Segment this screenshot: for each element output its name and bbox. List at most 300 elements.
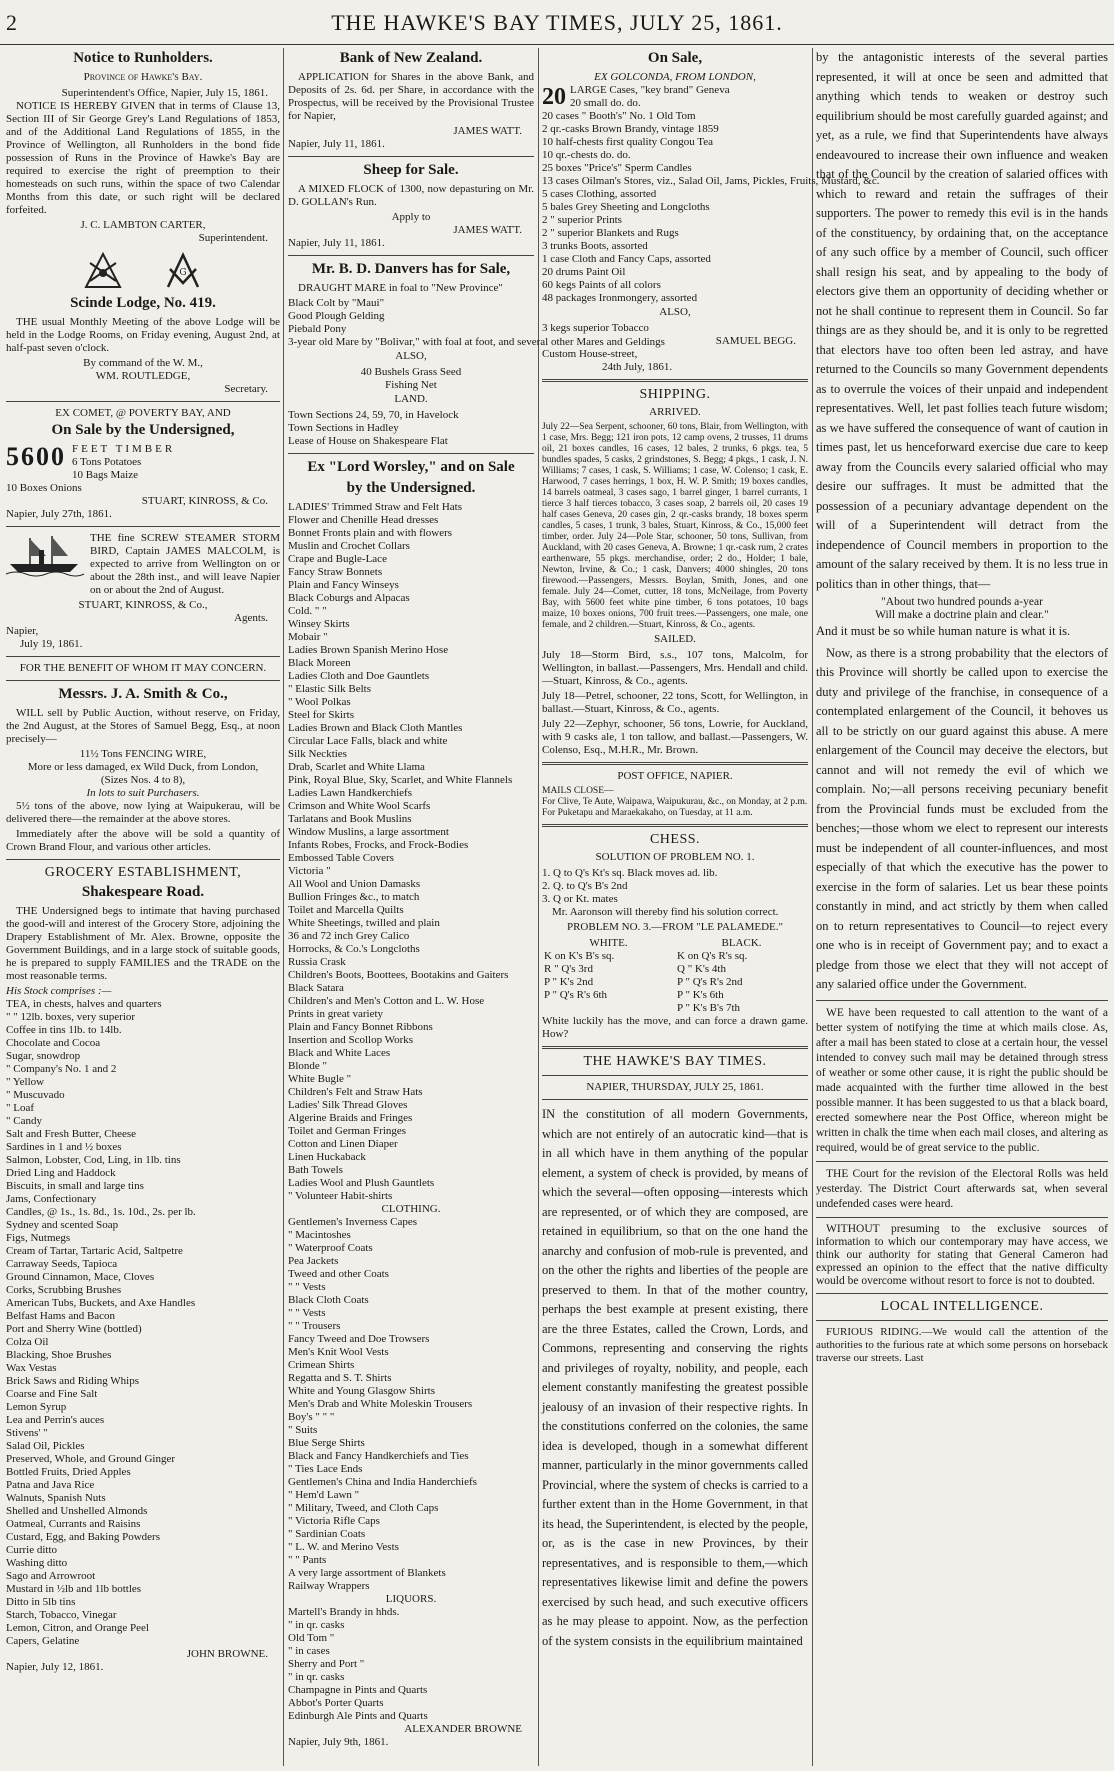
column-divider	[538, 48, 539, 1766]
onsale-item: 2 qr.-casks Brown Brandy, vintage 1859	[542, 123, 719, 135]
editorial-quote: Will make a doctrine plain and clear."	[875, 609, 1049, 621]
clothing-item: Boy's " " "	[288, 1411, 335, 1423]
grocery-item: Washing ditto	[6, 1557, 68, 1569]
grocery-item: Oatmeal, Currants and Raisins	[6, 1518, 141, 1530]
black-piece: P " K's 6th	[677, 989, 724, 1001]
worsley-item: Toilet and German Fringes	[288, 1125, 407, 1137]
grocery-item: " Company's No. 1 and 2	[6, 1063, 117, 1075]
grocery-item: Brick Saws and Riding Whips	[6, 1375, 140, 1387]
masonic-emblems	[6, 251, 280, 293]
runholders-dateline: Superintendent's Office, Napier, July 15, 1861.	[61, 87, 268, 99]
smith-body: WILL sell by Public Auction, without reserve, on Friday, the 2nd August, at the Stores of Samuel Begg, Esq., at noon precisely—	[6, 707, 280, 745]
worsley-signer: ALEXANDER BROWNE	[404, 1723, 522, 1735]
grocery-date: Napier, July 12, 1861.	[6, 1661, 104, 1673]
clothing-item: Railway Wrappers	[288, 1580, 370, 1592]
grocery-item: Lemon, Citron, and Orange Peel	[6, 1622, 149, 1634]
chess-heading: CHESS.	[649, 832, 701, 847]
danvers-land: LAND.	[394, 393, 428, 405]
worsley-item: Toilet and Marcella Quilts	[288, 904, 404, 916]
grocery-item: Custard, Egg, and Baking Powders	[6, 1531, 160, 1543]
smith-line: In lots to suit Purchasers.	[86, 787, 200, 799]
worsley-item: Drab, Scarlet and White Llama	[288, 761, 425, 773]
onsale-item: 5 cases Clothing, assorted	[542, 188, 657, 200]
worsley-item: " Volunteer Habit-shirts	[288, 1190, 393, 1202]
sheep-heading: Sheep for Sale.	[363, 162, 459, 178]
lodge-heading: Scinde Lodge, No. 419.	[70, 295, 216, 311]
clothing-item: " Military, Tweed, and Cloth Caps	[288, 1502, 439, 1514]
worsley-item: Crimson and White Wool Scarfs	[288, 800, 431, 812]
grocery-item: " Candy	[6, 1115, 42, 1127]
clothing-item: Black and Fancy Handkerchiefs and Ties	[288, 1450, 469, 1462]
divider	[816, 1217, 1108, 1218]
clothing-item: " Ties Lace Ends	[288, 1463, 363, 1475]
lodge-signer-title: Secretary.	[224, 383, 268, 395]
liquor-item: Old Tom "	[288, 1632, 335, 1644]
clothing-item: Gentlemen's Inverness Capes	[288, 1216, 418, 1228]
worsley-item: Black Satara	[288, 982, 344, 994]
onsale-place: Custom House-street,	[542, 348, 638, 360]
worsley-item: Black Moreen	[288, 657, 351, 669]
divider	[542, 824, 808, 827]
worsley-item: Bath Towels	[288, 1164, 343, 1176]
worsley-item: Plain and Fancy Winseys	[288, 579, 399, 591]
onsale-item: 48 packages Ironmongery, assorted	[542, 292, 698, 304]
onsale-item: 20 drums Paint Oil	[542, 266, 626, 278]
danvers-land-item: Lease of House on Shakespeare Flat	[288, 435, 448, 447]
grocery-item: Coarse and Fine Salt	[6, 1388, 98, 1400]
clothing-item: " Sardinian Coats	[288, 1528, 366, 1540]
grocery-item: Sago and Arrowroot	[6, 1570, 96, 1582]
grocery-item: Sydney and scented Soap	[6, 1219, 119, 1231]
danvers-land-item: Town Sections in Hadley	[288, 422, 399, 434]
post-line: For Clive, Te Aute, Waipawa, Waipukurau, &c., on Monday, at 2 p.m.	[542, 797, 808, 807]
clothing-item: Blue Serge Shirts	[288, 1437, 365, 1449]
runholders-heading: Notice to Runholders.	[73, 50, 213, 66]
grocery-item: Dried Ling and Haddock	[6, 1167, 116, 1179]
divider	[542, 762, 808, 765]
clothing-item: " " Pants	[288, 1554, 327, 1566]
divider	[542, 379, 808, 382]
clothing-item: " Suits	[288, 1424, 318, 1436]
clothing-item: " " Vests	[288, 1307, 326, 1319]
grocery-item: Currie ditto	[6, 1544, 58, 1556]
danvers-body: DRAUGHT MARE in foal to "New Province"	[298, 282, 503, 294]
comet-item: 10 Boxes Onions	[6, 482, 82, 494]
worsley-item: Embossed Table Covers	[288, 852, 394, 864]
sheep-body: A MIXED FLOCK of 1300, now depasturing on Mr. D. GOLLAN's Run.	[288, 183, 534, 208]
smith-line: (Sizes Nos. 4 to 8),	[100, 774, 186, 786]
grocery-item: " Loaf	[6, 1102, 35, 1114]
onsale-date: 24th July, 1861.	[602, 361, 673, 373]
grocery-heading: GROCERY ESTABLISHMENT,	[44, 865, 242, 880]
divider	[288, 255, 534, 256]
onsale-item: 60 kegs Paints of all colors	[542, 279, 661, 291]
white-piece: R " Q's 3rd	[544, 963, 593, 975]
worsley-item: Children's Felt and Straw Hats	[288, 1086, 423, 1098]
worsley-item: Russia Crask	[288, 956, 346, 968]
grocery-item: Port and Sherry Wine (bottled)	[6, 1323, 142, 1335]
clothing-item: Men's Knit Wool Vests	[288, 1346, 389, 1358]
worsley-item: White Sheetings, twilled and plain	[288, 917, 440, 929]
liquor-item: Martell's Brandy in hhds.	[288, 1606, 400, 1618]
sheep-apply: Apply to	[391, 211, 431, 223]
clothing-item: Regatta and S. T. Shirts	[288, 1372, 392, 1384]
storm-bird-body: THE fine SCREW STEAMER STORM BIRD, Captain JAMES MALCOLM, is expected to arrive from Wellington on or about the 28th inst., and will leave Napier on or about the 2nd of August.	[90, 532, 280, 596]
liquor-item: Champagne in Pints and Quarts	[288, 1684, 428, 1696]
worsley-heading: Ex "Lord Worsley," and on Sale	[307, 459, 515, 475]
white-piece: K on K's B's sq.	[544, 950, 615, 962]
danvers-also: ALSO,	[395, 350, 427, 362]
smith-body-3: Immediately after the above will be sold a quantity of Crown Brand Flour, and various other articles.	[6, 828, 280, 853]
masonic-emblem-icon	[82, 251, 124, 293]
clothing-item: Pea Jackets	[288, 1255, 339, 1267]
grocery-item: TEA, in chests, halves and quarters	[6, 998, 162, 1010]
divider	[816, 1000, 1108, 1001]
onsale-also: ALSO,	[659, 306, 691, 318]
worsley-item: Insertion and Scollop Works	[288, 1034, 414, 1046]
danvers-item: 3-year old Mare by "Bolivar," with foal at foot, and several other Mares and Geldings	[288, 336, 665, 348]
black-label: BLACK.	[721, 937, 762, 949]
onsale-item: 13 cases Oilman's Stores, viz., Salad Oil, Jams, Pickles, Fruits, Mustard, &c.	[542, 175, 880, 187]
grocery-item: Jams, Confectionary	[6, 1193, 97, 1205]
grocery-item: Belfast Hams and Bacon	[6, 1310, 116, 1322]
grocery-item: Starch, Tobacco, Vinegar	[6, 1609, 117, 1621]
worsley-item: Crape and Bugle-Lace	[288, 553, 387, 565]
sheep-date: Napier, July 11, 1861.	[288, 237, 385, 249]
onsale-item: 1 case Cloth and Fancy Caps, assorted	[542, 253, 711, 265]
onsale-number: 20	[542, 84, 566, 110]
danvers-land-item: Town Sections 24, 59, 70, in Havelock	[288, 409, 459, 421]
column-divider	[283, 48, 284, 1766]
grocery-item: Figs, Nutmegs	[6, 1232, 71, 1244]
worsley-subheading: by the Undersigned.	[346, 480, 476, 496]
worsley-item: Muslin and Crochet Collars	[288, 540, 410, 552]
divider	[816, 1161, 1108, 1162]
mail-notice: WE have been requested to call attention to the want of a better system of notifying the time at which mails close. As, after a mail has been stated to close at a certain hour, the vessel intended to convey such mail may be detained through stress of weather or some other cause, it is right the public should be made acquainted with the further time allowed in the best possible manner. It has been suggested to us that a black board, erected somewhere near the Post Office, whereon might be written in chalk the time when each mail closes, and altering as required, would be of great service to the public.	[816, 1006, 1108, 1154]
storm-signer: STUART, KINROSS, & Co.,	[78, 599, 208, 611]
grocery-item: Colza Oil	[6, 1336, 49, 1348]
clothing-item: Crimean Shirts	[288, 1359, 355, 1371]
grocery-item: Preserved, Whole, and Ground Ginger	[6, 1453, 176, 1465]
worsley-item: Linen Huckaback	[288, 1151, 366, 1163]
runholders-body: NOTICE IS HEREBY GIVEN that in terms of Clause 13, Section III of Sir George Grey's Land Regulations of 1853, and of the Additional Land Regulations of 1855, in the Province of Wellington, all Runholders in the bond fide possession of Runs in the Province of Hawke's Bay are required to exercise the right of preemption to their homesteads on such runs, within the space of two Calendar Months from this date, or such right will be declared forfeited.	[6, 100, 280, 216]
divider	[6, 526, 280, 527]
grocery-item: Lemon Syrup	[6, 1401, 67, 1413]
divider	[288, 156, 534, 157]
clothing-item: " Waterproof Coats	[288, 1242, 373, 1254]
white-piece: P " Q's R's 6th	[544, 989, 608, 1001]
local-intelligence-heading: LOCAL INTELLIGENCE.	[880, 1298, 1044, 1314]
worsley-item: Children's Boots, Boottees, Bootakins and Gaiters	[288, 969, 509, 981]
divider	[542, 1046, 808, 1049]
black-piece: Q " K's 4th	[677, 963, 726, 975]
grocery-item: Coffee in tins 1lb. to 14lb.	[6, 1024, 122, 1036]
lodge-signer: WM. ROUTLEDGE,	[95, 370, 191, 382]
divider	[6, 859, 280, 860]
runholders-subtitle: Province of Hawke's Bay.	[83, 71, 203, 83]
lodge-command: By command of the W. M.,	[83, 357, 203, 369]
smith-body-2: 5½ tons of the above, now lying at Waipukerau, will be delivered there—the remainder at the above stores.	[6, 800, 280, 825]
liquor-item: " in qr. casks	[288, 1671, 345, 1683]
worsley-item: Prints in great variety	[288, 1008, 384, 1020]
liquors-heading: LIQUORS.	[385, 1593, 437, 1605]
chess-problem-heading: PROBLEM NO. 3.—FROM "LE PALAMEDE."	[566, 921, 784, 933]
grocery-item: Ground Cinnamon, Mace, Cloves	[6, 1271, 155, 1283]
white-label: WHITE.	[589, 937, 628, 949]
black-piece: P " Q's R's 2nd	[677, 976, 743, 988]
onsale-item: 2 " superior Prints	[542, 214, 622, 226]
onsale-lead-line: LARGE Cases, "key brand" Geneva	[570, 84, 730, 96]
sailed-heading: SAILED.	[654, 633, 696, 645]
clothing-item: " " Vests	[288, 1281, 326, 1293]
divider	[542, 1075, 808, 1076]
editorial-continued-3: Now, as there is a strong probability that the electors of this Province will shortly be called upon to exercise the duty and privilege of the franchise, in consequence of a contemplated enlargement of the Council, it behoves us all to be strictly on our guard against this abuse. A mere enlargement of the Council may deceive the electors, but cannot and will not remedy the evil of which we complain. No;—all persons receiving pecuniary benefit from the Provincial funds must be excluded from the benches;—those whom we elect to represent our interests must be independent of all counter-influences, and most especially of that which the executive has the power to exercise in the form of salaries. Let us bear these points constantly in mind, and act strictly by them when called on to return representatives to Council—to reject every one who is in receipt of Government pay; and to exact a pledge from those we elect that they will not accept of any salaried office under the Government.	[816, 645, 1108, 991]
worsley-item: Flower and Chenille Head dresses	[288, 514, 439, 526]
grocery-item: Patna and Java Rice	[6, 1479, 95, 1491]
clothing-item: " " Trousers	[288, 1320, 341, 1332]
chess-solution-heading: SOLUTION OF PROBLEM NO. 1.	[595, 851, 755, 863]
chess-move: 3. Q or Kt. mates	[542, 893, 618, 905]
grocery-item: Blacking, Shoe Brushes	[6, 1349, 112, 1361]
grocery-item: Chocolate and Cocoa	[6, 1037, 101, 1049]
cameron-notice: WITHOUT presuming to the exclusive sources of information to which our contemporary may have access, we think our authority for stating that General Cameron had expressed an opinion to the effect that the native difficulty would be overcome without resort to force is not to doubted.	[816, 1222, 1108, 1287]
square-compass-icon	[162, 251, 204, 293]
liquor-item: Abbot's Porter Quarts	[288, 1697, 384, 1709]
chess-closing: White luckily has the move, and can force a drawn game. How?	[542, 1015, 808, 1040]
worsley-item: Horrocks, & Co.'s Longcloths	[288, 943, 420, 955]
grocery-signer: JOHN BROWNE.	[186, 1648, 268, 1660]
worsley-item: Tarlatans and Book Muslins	[288, 813, 412, 825]
danvers-item: 40 Bushels Grass Seed	[360, 366, 462, 378]
worsley-item: All Wool and Union Damasks	[288, 878, 421, 890]
comet-date: Napier, July 27th, 1861.	[6, 508, 112, 520]
clothing-item: " Hem'd Lawn "	[288, 1489, 360, 1501]
onsale-lead	[542, 84, 808, 110]
grocery-item: Salt and Fresh Butter, Cheese	[6, 1128, 137, 1140]
clothing-item: " L. W. and Merino Vests	[288, 1541, 399, 1553]
grocery-subheading: Shakespeare Road.	[81, 884, 205, 900]
worsley-item: Ladies Lawn Handkerchiefs	[288, 787, 413, 799]
grocery-item: Carraway Seeds, Tapioca	[6, 1258, 118, 1270]
danvers-heading: Mr. B. D. Danvers has for Sale,	[311, 261, 511, 277]
sailed-entry: July 22—Zephyr, schooner, 56 tons, Lowrie, for Auckland, with 9 casks ale, 1 ton tallow, and ballast.—Passengers, W. Colenso, Esq., M.H.R., Mr. Brown.	[542, 718, 808, 756]
smith-line: More or less damaged, ex Wild Duck, from London,	[27, 761, 259, 773]
grocery-item: Corks, Scrubbing Brushes	[6, 1284, 122, 1296]
worsley-item: Plain and Fancy Bonnet Ribbons	[288, 1021, 433, 1033]
runholders-signer: J. C. LAMBTON CARTER,	[80, 219, 206, 231]
worsley-item: Blonde "	[288, 1060, 328, 1072]
post-line: For Puketapu and Maraekakaho, on Tuesday, at 11 a.m.	[542, 808, 753, 818]
furious-riding-notice: FURIOUS RIDING.—We would call the attention of the authorities to the furious rate at which some persons on horseback traverse our streets. Last	[816, 1325, 1108, 1364]
divider	[6, 656, 280, 657]
shipping-heading: SHIPPING.	[639, 387, 711, 402]
grocery-body: THE Undersigned begs to intimate that having purchased the good-will and interest of the Grocery Store, adjoining the Drapery Establishment of Mr. Alex. Browne, opposite the Government Buildings, and in a large stock of suitable goods, he is prepared to supply FAMILIES and the TRADE on the most reasonable terms.	[6, 905, 280, 982]
liquor-item: " in qr. casks	[288, 1619, 345, 1631]
grocery-item: Bottled Fruits, Dried Apples	[6, 1466, 131, 1478]
worsley-item: Ladies Brown Spanish Merino Hose	[288, 644, 449, 656]
grocery-item: " " 12lb. boxes, very superior	[6, 1011, 136, 1023]
worsley-item: LADIES' Trimmed Straw and Felt Hats	[288, 501, 463, 513]
editorial-continued: by the antagonistic interests of the several parties represented, it will at once be seen and admitted that anything which tends to weaken or destroy such equilibrium should be most carefully guarded against; and yet, as a rule, we find that Superintendents have always endeavoured to increase their own influence and weaken that of the Council by the creation of salaried offices with which to reward and retain the suffrages of their supporters. The power to remedy this evil is in the hands of the constituency, by ordaining that, on the acceptance of any such office by a member of Council, such officer shall resign his seat, and by appealing to the body of electors give them an opportunity of deciding whether or not he shall continue to represent them in Council. So far things are as they should be, and it is only to be regretted that electors have too often been led astray, and have returned to the Councils so many Government dependents as to overrule the voices of their unpaid and independent representatives. Well, let past follies teach future wisdom; as we have suffered the consequence of want of caution in times past, let us henceforward exercise due care to keep away from the Councils every salaried official who may desire our suffrages. It must be admitted that the possession of a pecuniary advantage dependent on the will of a Superintendent will detract from the independence of Council members in proportion to the amount of the salary received by them. It is no less true in politics than in other things, that—	[816, 50, 1108, 591]
grocery-item: Stivens' "	[6, 1427, 48, 1439]
grocery-item: American Tubs, Buckets, and Axe Handles	[6, 1297, 196, 1309]
white-piece: P " K's 2nd	[544, 976, 594, 988]
steamship-icon	[6, 532, 84, 576]
column-1	[6, 48, 280, 1766]
onsale-item: 5 bales Grey Sheeting and Longcloths	[542, 201, 710, 213]
worsley-item: " Wool Polkas	[288, 696, 351, 708]
danvers-land-list	[288, 409, 534, 448]
storm-date: July 19, 1861.	[20, 638, 83, 650]
black-piece: P " K's B's 7th	[677, 1002, 741, 1014]
worsley-item: White Bugle "	[288, 1073, 352, 1085]
grocery-item: Cream of Tartar, Tartaric Acid, Saltpetre	[6, 1245, 183, 1257]
storm-place: Napier,	[6, 625, 39, 637]
clothing-item: Fancy Tweed and Doe Trowsers	[288, 1333, 430, 1345]
worsley-item: Black and White Laces	[288, 1047, 391, 1059]
grocery-stock-intro: His Stock comprises :—	[6, 985, 112, 997]
grocery-item: Walnuts, Spanish Nuts	[6, 1492, 106, 1504]
comet-line: EX COMET, @ POVERTY BAY, AND	[55, 407, 231, 419]
clothing-item: " Macintoshes	[288, 1229, 351, 1241]
worsley-item: Ladies Cloth and Doe Gauntlets	[288, 670, 430, 682]
danvers-item: Fishing Net	[385, 379, 437, 391]
worsley-item: Pink, Royal Blue, Sky, Scarlet, and White Flannels	[288, 774, 513, 786]
black-piece: K on Q's R's sq.	[677, 950, 748, 962]
masthead	[0, 0, 1114, 45]
clothing-item: White and Young Glasgow Shirts	[288, 1385, 435, 1397]
danvers-item: Good Plough Gelding	[288, 310, 385, 322]
liquor-item: " in cases	[288, 1645, 330, 1657]
post-office-heading: POST OFFICE, NAPIER.	[617, 770, 733, 782]
onsale-item: 3 trunks Boots, assorted	[542, 240, 648, 252]
onsale-lead-line: 20 small do. do.	[570, 97, 641, 109]
worsley-item: Steel for Skirts	[288, 709, 354, 721]
court-notice: THE Court for the revision of the Electoral Rolls was held yesterday. The District Court afterwards sat, when several undefended cases were heard.	[816, 1167, 1108, 1210]
onsale-item: 2 " superior Blankets and Rugs	[542, 227, 679, 239]
liquor-item: Edinburgh Ale Pints and Quarts	[288, 1710, 428, 1722]
page-number: 2	[6, 10, 17, 35]
danvers-item-list-2	[288, 366, 534, 392]
clothing-heading: CLOTHING.	[381, 1203, 441, 1215]
worsley-item: " Elastic Silk Belts	[288, 683, 372, 695]
column-divider	[812, 48, 813, 1766]
bank-signer: JAMES WATT.	[453, 125, 522, 137]
danvers-item: Piebald Pony	[288, 323, 347, 335]
clothing-item-list	[288, 1216, 534, 1593]
worsley-item: Silk Neckties	[288, 748, 347, 760]
worsley-item: Bonnet Fronts plain and with flowers	[288, 527, 453, 539]
worsley-item: Cold. " "	[288, 605, 327, 617]
grocery-item: Sugar, snowdrop	[6, 1050, 81, 1062]
grocery-item: " Yellow	[6, 1076, 45, 1088]
worsley-item-list	[288, 501, 534, 1203]
danvers-item: Black Colt by "Maui"	[288, 297, 385, 309]
chess-move: 1. Q to Q's Kt's sq. Black moves ad. lib.	[542, 867, 718, 879]
arrived-heading: ARRIVED.	[649, 406, 701, 418]
divider	[816, 1293, 1108, 1294]
clothing-item: Gentlemen's China and India Handerchiefs	[288, 1476, 477, 1488]
clothing-item: Tweed and other Coats	[288, 1268, 389, 1280]
editorial-dateline: NAPIER, THURSDAY, JULY 25, 1861.	[586, 1081, 764, 1093]
benefit-heading: FOR THE BENEFIT OF WHOM IT MAY CONCERN.	[19, 662, 267, 674]
comet-item: 10 Bags Maize	[72, 469, 138, 481]
worsley-item: Infants Robes, Frocks, and Frock-Bodies	[288, 839, 469, 851]
smith-heading: Messrs. J. A. Smith & Co.,	[58, 686, 228, 702]
arrived-body: July 22—Sea Serpent, schooner, 60 tons, Blair, from Wellington, with 1 case, Mrs. Begg; 121 iron pots, 12 camp ovens, 2 trusses, 11 drums oil, 21 boxes candles, 16 cases, 12 bales, 2 trunks, 6 pkgs. tea, 5 bundles spades, 5 casks, 2 grindstones, S. Begg; 4 pkgs., 1 cask, J. N. Williams; 7 cases, 1 cask, S. Williams; 1 case, W. Colenso; 1 cask, E. Harwood, 7 cases herrings, 1 box, H. W. P. Smith; 19 boxes candles, 14 barrels oatmeal, 3 cases sago, 1 barrel ginger, 1 barrel currants, 1 tierce 3 half tierces tobacco, 3 cases soap, 2 barrels oil, 20 cases 19 half cases Geneva, 20 cases gin, 2 qr.-casks brandy, 18 boxes sperm candles, 5 cases, 1 trunk, 3 bales, Stuart, Kinross, & Co., 15,000 feet timber, order. July 24—Pole Star, schooner, 50 tons, Sullivan, from Auckland, with 20 cases Geneva, A. Browne; 1 qr.-cask rum, 2 crates earthenware, 55 pkgs. merchandise, order; 2 do., Holder; 1 bale, Newton, Irvine, & Co.; 1 cask, Danvers; 4000 shingles, 20 tons firewood.—Passengers, Messrs. Boylan, Smith, Jones, and one female. July 24—Comet, cutter, 18 tons, McNeilage, from Poverty Bay, with 5600 feet white pine timber, 6 tons potatoes, 10 bags maize, 10 boxes onions, 700 fruit trees.—Passengers, one male, one female, and 2 children.—Stuart, Kinross, & Co., agents.	[542, 422, 808, 630]
worsley-item: Fancy Straw Bonnets	[288, 566, 383, 578]
divider	[6, 401, 280, 402]
onsale-also-item: 3 kegs superior Tobacco	[542, 322, 649, 334]
editorial-quote: "About two hundred pounds a-year	[881, 596, 1043, 608]
grocery-item: Salad Oil, Pickles	[6, 1440, 85, 1452]
worsley-item: Winsey Skirts	[288, 618, 350, 630]
column-3	[542, 48, 880, 1766]
onsale-item-list	[542, 110, 880, 305]
grocery-item: Lea and Perrin's auces	[6, 1414, 105, 1426]
timber-quantity: 5600	[6, 442, 66, 471]
onsale-item: 25 boxes "Price's" Sperm Candles	[542, 162, 692, 174]
storm-signer-title: Agents.	[234, 612, 268, 624]
worsley-item: Ladies Brown and Black Cloth Mantles	[288, 722, 463, 734]
worsley-item: Children's and Men's Cotton and L. W. Hose	[288, 995, 485, 1007]
column-4	[816, 48, 1108, 1766]
newspaper-title: THE HAWKE'S BAY TIMES, JULY 25, 1861.	[331, 10, 783, 35]
grocery-item: Mustard in ½lb and 1lb bottles	[6, 1583, 142, 1595]
lodge-body: THE usual Monthly Meeting of the above Lodge will be held in the Lodge Rooms, on Friday evening, August 2nd, at half-past seven o'clock.	[6, 316, 280, 354]
onsale-ex: EX GOLCONDA, FROM LONDON,	[594, 71, 756, 83]
comet-item: FEET TIMBER	[72, 443, 176, 455]
grocery-item: " Muscuvado	[6, 1089, 65, 1101]
onsale-item: 10 qr.-chests do. do.	[542, 149, 631, 161]
clothing-item: Men's Drab and White Moleskin Trousers	[288, 1398, 473, 1410]
worsley-item: Black Coburgs and Alpacas	[288, 592, 410, 604]
grocery-item: Sardines in 1 and ½ boxes	[6, 1141, 122, 1153]
divider	[288, 453, 534, 454]
worsley-item: Window Muslins, a large assortment	[288, 826, 449, 838]
chess-move: 2. Q. to Q's B's 2nd	[542, 880, 628, 892]
grocery-item: Capers, Gelatine	[6, 1635, 80, 1647]
worsley-item: Circular Lace Falls, black and white	[288, 735, 448, 747]
liquor-item: Sherry and Port "	[288, 1658, 365, 1670]
worsley-item: Ladies' Silk Thread Gloves	[288, 1099, 408, 1111]
comet-item: 6 Tons Potatoes	[72, 456, 142, 468]
worsley-date: Napier, July 9th, 1861.	[288, 1736, 389, 1748]
divider	[6, 680, 280, 681]
bank-heading: Bank of New Zealand.	[339, 50, 483, 66]
comet-heading: On Sale by the Undersigned,	[51, 422, 235, 438]
editorial-body: IN the constitution of all modern Governments, which are not entirely of an autocratic kind—that is in all which have in them anything of the popular element, a system of check is provided, by means of which the several—often opposing—interests which are represented, or of which they are composed, are retained in equilibrium, so that on the one hand the anarchy and confusion of mob-rule is prevented, and on the other the rights and liberties of the people are preserved to them. In that of the mother country, perhaps the best example at present existing, there are the three Estates, called the Crown, Lords, and Commons, representing and conserving the rights and privileges of royalty, nobility, and people, each element constantly manifesting the greatest possible jealousy of an invasion of their respective rights. In the constitutions conferred on the colonies, the same idea is developed, though in a somewhat different manner, particularly in the minor governments called Provincial, where the system of checks is carried to a further extent than in the Home Government, in that its head, the Superintendent, is elected by the people, or, as is the case in new Provinces, by their representatives, and is responsible to them,—which representatives likewise limit and define the powers exercised by such head, and such executive officers as he may please to appoint. Now, as the perfection of the system consists in the equilibrium maintained	[542, 1107, 808, 1648]
svg-text:G: G	[179, 268, 187, 278]
divider	[816, 1320, 1108, 1321]
onsale-item: 10 half-chests first quality Congou Tea	[542, 136, 714, 148]
runholders-signer-title: Superintendent.	[198, 232, 268, 244]
post-line: MAILS CLOSE—	[542, 786, 614, 796]
white-piece	[542, 1002, 675, 1015]
bank-date: Napier, July 11, 1861.	[288, 138, 385, 150]
comet-list	[6, 443, 280, 495]
onsale-signer: SAMUEL BEGG.	[715, 335, 796, 347]
worsley-item: Ladies Wool and Plush Gauntlets	[288, 1177, 435, 1189]
grocery-item: Shelled and Unshelled Almonds	[6, 1505, 148, 1517]
worsley-item: Victoria "	[288, 865, 331, 877]
comet-signer: STUART, KINROSS, & Co.	[141, 495, 268, 507]
clothing-item: A very large assortment of Blankets	[288, 1567, 446, 1579]
grocery-item: Wax Vestas	[6, 1362, 57, 1374]
sailed-entry: July 18—Storm Bird, s.s., 107 tons, Malcolm, for Wellington, in ballast.—Passengers, Mrs. Hendall and child.—Stuart, Kinross, & Co., agents.	[542, 649, 808, 687]
editorial-paper-name: THE HAWKE'S BAY TIMES.	[583, 1054, 767, 1069]
smith-line: 11½ Tons FENCING WIRE,	[79, 748, 207, 760]
